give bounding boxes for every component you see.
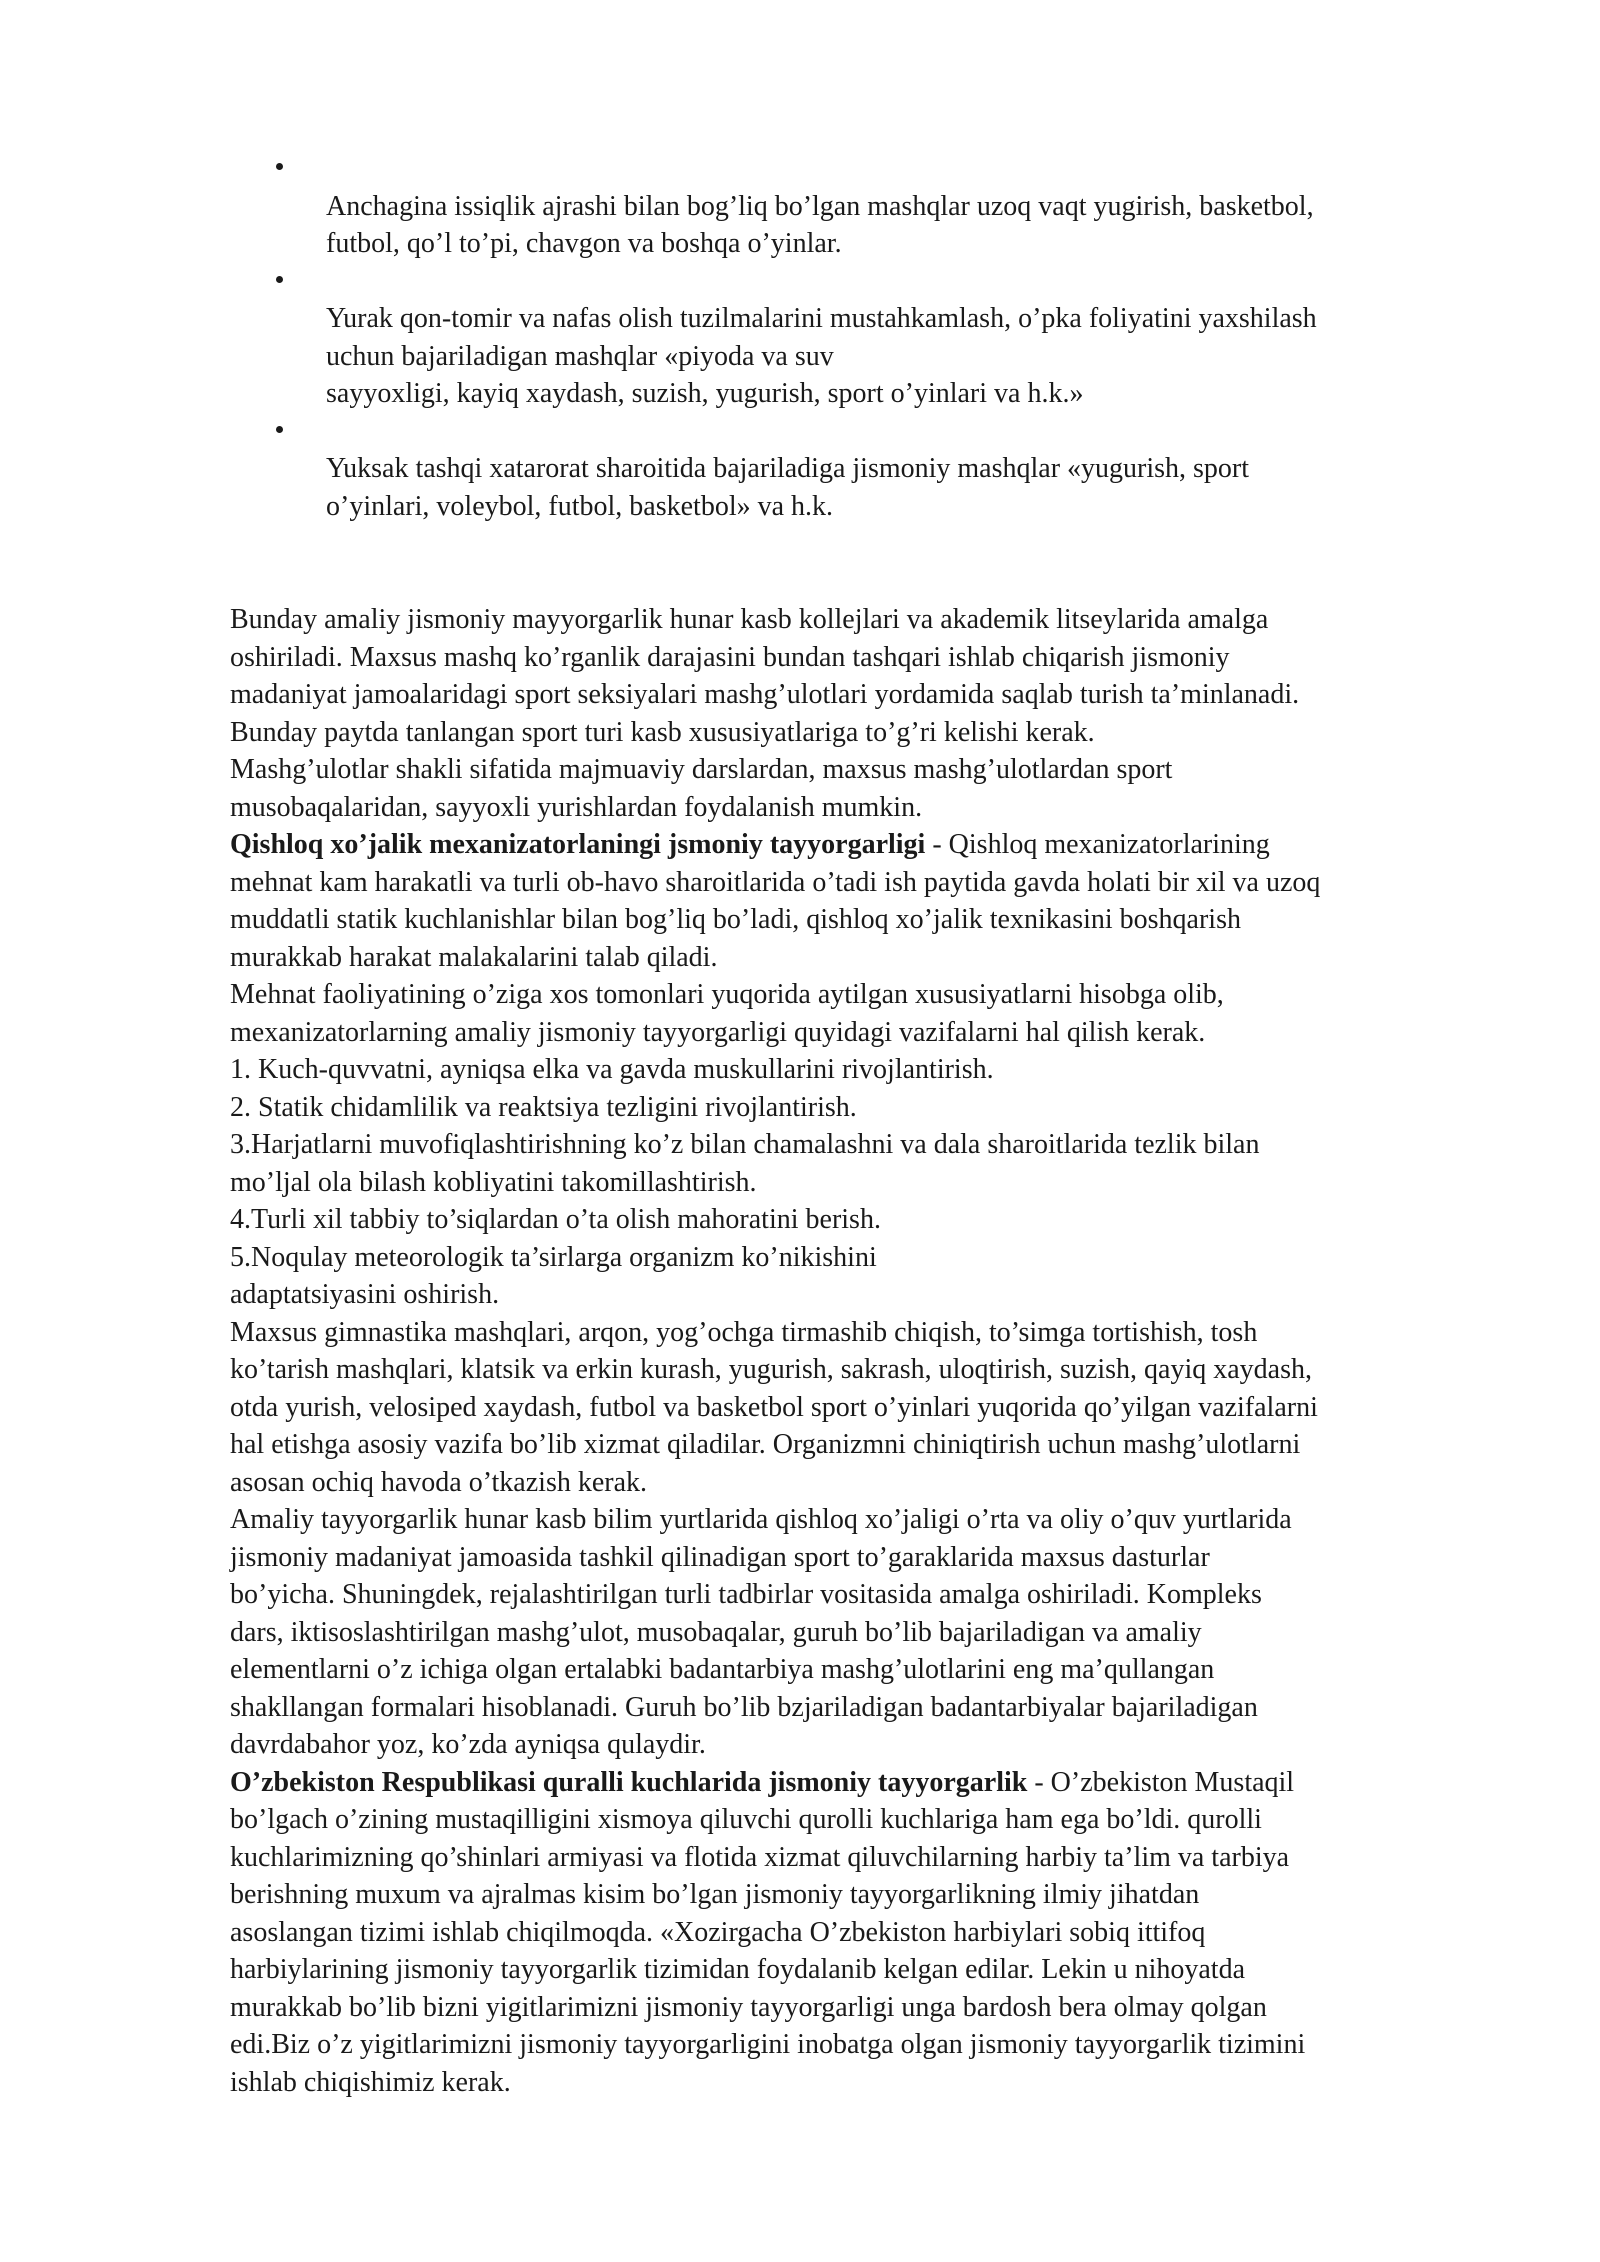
text-line: mexanizatorlarning amaliy jismoniy tayyorgarligi quyidagi vazifalarni hal qilish kerak.	[230, 1016, 1206, 1048]
text-line: dars, iktisoslashtirilgan mashg’ulot, musobaqalar, guruh bo’lib bajariladigan va amaliy	[230, 1616, 1202, 1648]
text-run: - Qishloq mexanizatorlarining	[925, 829, 1270, 860]
text-line: Yurak qon-tomir va nafas olish tuzilmalarini mustahkamlash, o’pka foliyatini yaxshilash	[326, 303, 1317, 334]
text-line: Amaliy tayyorgarlik hunar kasb bilim yurtlarida qishloq xo’jaligi o’rta va oliy o’quv yurtlarida	[230, 1504, 1292, 1535]
text-line: uchun bajariladigan mashqlar «piyoda va suv	[326, 340, 834, 372]
section-heading-line	[230, 826, 1530, 864]
text-line: jismoniy madaniyat jamoasida tashkil qilinadigan sport to’garaklarida maxsus dasturlar	[230, 1541, 1210, 1573]
text-line: harbiylarining jismoniy tayyorgarlik tizimidan foydalanib kelgan edilar. Lekin u nihoyatda	[230, 1954, 1246, 1985]
text-line: muddatli statik kuchlanishlar bilan bog’liq bo’ladi, qishloq xo’jalik texnikasini boshqarish	[230, 904, 1241, 935]
numbered-item: 5.Noqulay meteorologik ta’sirlarga organizm ko’nikishini	[230, 1241, 877, 1273]
numbered-item: 1. Kuch-quvvatni, ayniqsa elka va gavda muskullarini rivojlantirish.	[230, 1054, 994, 1085]
text-line: mo’ljal ola bilash kobliyatini takomillashtirish.	[230, 1166, 757, 1198]
text-line: adaptatsiyasini oshirish.	[230, 1279, 500, 1310]
text-line: madaniyat jamoalaridagi sport seksiyalari mashg’ulotlari yordamida saqlab turish ta’minlanadi.	[230, 679, 1300, 710]
text-line: ishlab chiqishimiz kerak.	[230, 2066, 511, 2098]
text-line: Bunday amaliy jismoniy mayyorgarlik hunar kasb kollejlari va akademik litseylarida amalga	[230, 604, 1269, 635]
text-line: bo’yicha. Shuningdek, rejalashtirilgan turli tadbirlar vositasida amalga oshiriladi. Kompleks	[230, 1579, 1262, 1610]
text-line: davrdabahor yoz, ko’zda ayniqsa qulaydir.	[230, 1729, 706, 1760]
text-line: edi.Biz o’z yigitlarimizni jismoniy tayyorgarligini inobatga olgan jismoniy tayyorgarlik tizimini	[230, 2029, 1306, 2060]
bullet-text	[326, 263, 1526, 413]
text-line: Mehnat faoliyatining o’ziga xos tomonlari yuqorida aytilgan xususiyatlarni hisobga olib,	[230, 979, 1224, 1010]
numbered-item: 4.Turli xil tabbiy to’siqlardan o’ta olish mahoratini berish.	[230, 1204, 881, 1235]
text-line: bo’lgach o’zining mustaqilligini xismoya qiluvchi qurolli kuchlariga ham ega bo’ldi. qurolli	[230, 1804, 1262, 1835]
section-heading: Qishloq xo’jalik mexanizatorlaningi jsmoniy tayyorgarligi	[230, 829, 926, 860]
bullet-item	[326, 150, 1526, 263]
text-line: murakkab harakat malakalarini talab qiladi.	[230, 941, 718, 973]
text-line: sayyoxligi, kayiq xaydash, suzish, yugurish, sport o’yinlari va h.k.»	[326, 378, 1084, 409]
text-line: ko’tarish mashqlari, klatsik va erkin kurash, yugurish, sakrash, uloqtirish, suzish, qayiq xaydash,	[230, 1354, 1312, 1385]
text-line: oshiriladi. Maxsus mashq ko’rganlik darajasini bundan tashqari ishlab chiqarish jismoniy	[230, 641, 1230, 673]
text-line: mehnat kam harakatli va turli ob-havo sharoitlarida o’tadi ish paytida gavda holati bir xil va uzoq	[230, 866, 1321, 898]
text-line: asosan ochiq havoda o’tkazish kerak.	[230, 1466, 648, 1498]
section-heading: O’zbekiston Respublikasi quralli kuchlarida jismoniy tayyorgarlik	[230, 1766, 1028, 1798]
text-line: elementlarni o’z ichiga olgan ertalabki badantarbiya mashg’ulotlarini eng ma’qullangan	[230, 1654, 1215, 1685]
bullet-dot-icon	[276, 426, 283, 433]
text-line: shakllangan formalari hisoblanadi. Guruh bo’lib bzjariladigan badantarbiyalar bajariladigan	[230, 1691, 1258, 1723]
text-line: Mashg’ulotlar shakli sifatida majmuaviy darslardan, maxsus mashg’ulotlardan sport	[230, 754, 1173, 785]
bullet-item	[326, 413, 1526, 526]
text-run: - O’zbekiston Mustaqil	[1027, 1766, 1295, 1798]
bullet-text	[326, 150, 1526, 263]
bullet-dot-icon	[276, 276, 283, 283]
body-text	[230, 601, 1530, 2101]
text-line: Maxsus gimnastika mashqlari, arqon, yog’ochga tirmashib chiqish, to’simga tortishish, tosh	[230, 1316, 1258, 1348]
bullet-list	[326, 150, 1526, 525]
text-line: musobaqalaridan, sayyoxli yurishlardan foydalanish mumkin.	[230, 791, 923, 823]
text-line: futbol, qo’l to’pi, chavgon va boshqa o’yinlar.	[326, 228, 842, 259]
bullet-text	[326, 413, 1526, 526]
text-line: Bunday paytda tanlangan sport turi kasb xususiyatlariga to’g’ri kelishi kerak.	[230, 716, 1095, 748]
text-line: asoslangan tizimi ishlab chiqilmoqda. «Xozirgacha O’zbekiston harbiylari sobiq ittifoq	[230, 1916, 1206, 1948]
text-line: berishning muxum va ajralmas kisim bo’lgan jismoniy tayyorgarlikning ilmiy jihatdan	[230, 1879, 1200, 1910]
text-line: kuchlarimizning qo’shinlari armiyasi va flotida xizmat qiluvchilarning harbiy ta’lim va tarbiya	[230, 1841, 1290, 1873]
paragraph	[230, 601, 1530, 2101]
text-line: hal etishga asosiy vazifa bo’lib xizmat qiladilar. Organizmni chiniqtirish uchun mashg’ulotlarni	[230, 1429, 1301, 1460]
text-line: Anchagina issiqlik ajrashi bilan bog’liq bo’lgan mashqlar uzoq vaqt yugirish, basketbol,	[326, 190, 1314, 222]
text-line: murakkab bo’lib bizni yigitlarimizni jismoniy tayyorgarligi unga bardosh bera olmay qolgan	[230, 1991, 1267, 2023]
numbered-item: 2. Statik chidamlilik va reaktsiya tezligini rivojlantirish.	[230, 1091, 857, 1123]
text-line: Yuksak tashqi xatarorat sharoitida bajariladiga jismoniy mashqlar «yugurish, sport	[326, 453, 1250, 484]
text-line: o’yinlari, voleybol, futbol, basketbol» va h.k.	[326, 490, 834, 522]
text-line: otda yurish, velosiped xaydash, futbol va basketbol sport o’yinlari yuqorida qo’yilgan vazifalarni	[230, 1391, 1318, 1423]
bullet-dot-icon	[276, 163, 283, 170]
numbered-item: 3.Harjatlarni muvofiqlashtirishning ko’z bilan chamalashni va dala sharoitlarida tezlik bilan	[230, 1129, 1260, 1160]
bullet-item	[326, 263, 1526, 413]
section-heading-line	[230, 1764, 1530, 1802]
